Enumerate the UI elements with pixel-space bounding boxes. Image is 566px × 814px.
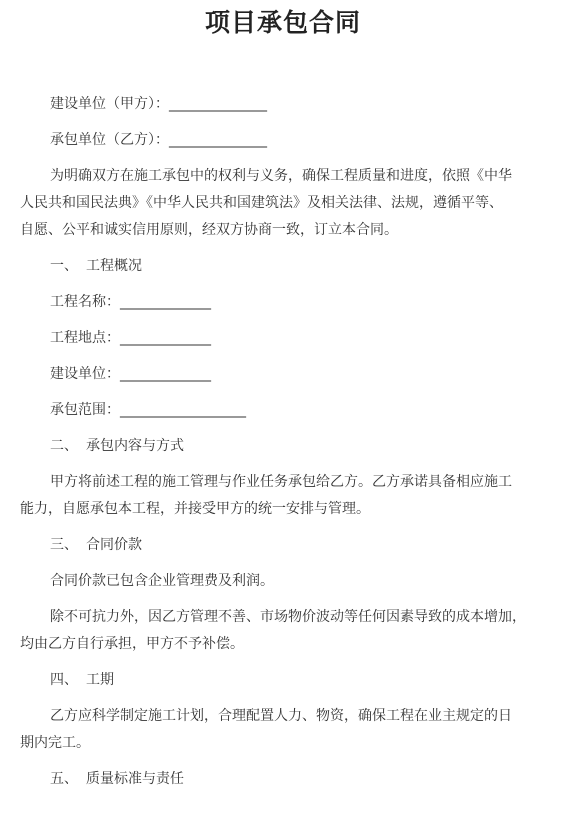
preamble-line-1: 为明确双方在施工承包中的权利与义务，确保工程质量和进度，依照《中华: [50, 168, 512, 184]
field-builder: 建设单位：_____________: [50, 366, 211, 382]
section-title: 工期: [86, 672, 114, 688]
section-title: 承包内容与方式: [86, 438, 184, 454]
scope-line-1: 甲方将前述工程的施工管理与作业任务承包给乙方。乙方承诺具备相应施工: [50, 474, 512, 490]
section-heading-1: [50, 257, 142, 275]
party-b-line: 承包单位（乙方）：______________: [50, 132, 267, 148]
section-heading-2: [50, 437, 184, 455]
preamble-line-2: 人民共和国民法典》《中华人民共和国建筑法》及相关法律、法规，遵循平等、: [20, 195, 503, 211]
document-title: 项目承包合同: [204, 8, 361, 37]
field-project-location: 工程地点：_____________: [50, 330, 211, 346]
schedule-line-1: 乙方应科学制定施工计划，合理配置人力、物资，确保工程在业主规定的日: [50, 708, 512, 724]
section-number: 四、: [50, 672, 78, 688]
section-number: 三、: [50, 537, 78, 553]
section-number: 五、: [50, 771, 78, 787]
section-title: 工程概况: [86, 258, 142, 274]
schedule-line-2: 期内完工。: [20, 735, 90, 751]
section-title: 合同价款: [86, 537, 142, 553]
field-scope: 承包范围：__________________: [50, 402, 246, 418]
preamble-line-3: 自愿、公平和诚实信用原则，经双方协商一致，订立本合同。: [20, 222, 398, 238]
price-line-2: 均由乙方自行承担，甲方不予补偿。: [20, 636, 244, 652]
section-title: 质量标准与责任: [86, 771, 184, 787]
price-paragraph-1: 合同价款已包含企业管理费及利润。: [50, 573, 274, 589]
field-project-name: 工程名称：_____________: [50, 294, 211, 310]
price-line-1: 除不可抗力外，因乙方管理不善、市场物价波动等任何因素导致的成本增加，: [50, 609, 526, 625]
section-heading-5: [50, 770, 184, 788]
party-a-line: 建设单位（甲方）：______________: [50, 96, 267, 112]
section-heading-4: [50, 671, 114, 689]
scope-line-2: 能力，自愿承包本工程，并接受甲方的统一安排与管理。: [20, 501, 370, 517]
section-heading-3: [50, 536, 142, 554]
section-number: 二、: [50, 438, 78, 454]
section-number: 一、: [50, 258, 78, 274]
